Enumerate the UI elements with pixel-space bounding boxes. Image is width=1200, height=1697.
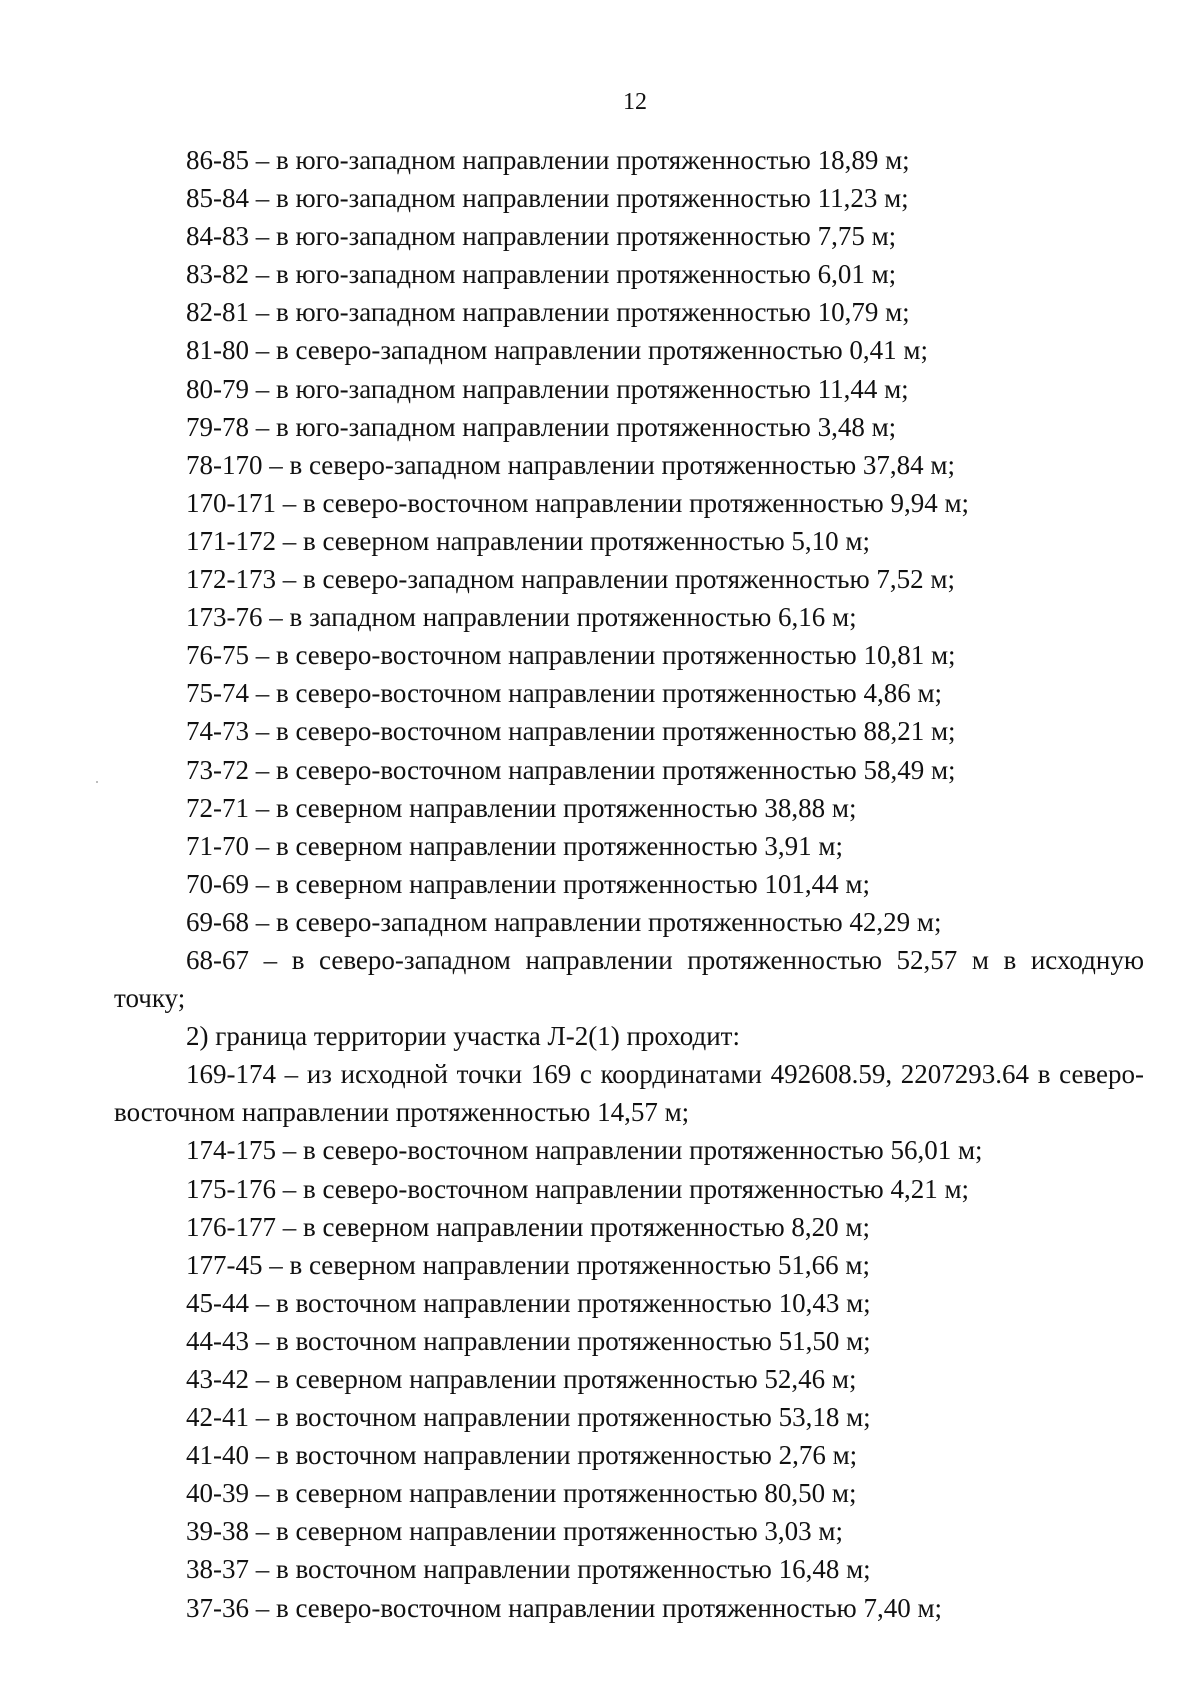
boundary-line: 41-40 – в восточном направлении протяженностью 2,76 м; xyxy=(186,1440,858,1471)
boundary-line: 172-173 – в северо-западном направлении протяженностью 7,52 м; xyxy=(186,564,955,595)
boundary-line: 43-42 – в северном направлении протяженностью 52,46 м; xyxy=(186,1364,857,1394)
boundary-line: 86-85 – в юго-западном направлении протяженностью 18,89 м; xyxy=(186,145,910,175)
boundary-line: 39-38 – в северном направлении протяженностью 3,03 м; xyxy=(186,1516,844,1547)
boundary-line: 69-68 – в северо-западном направлении протяженностью 42,29 м; xyxy=(186,906,942,937)
boundary-line: 177-45 – в северном направлении протяженностью 51,66 м; xyxy=(186,1249,871,1280)
boundary-line: 42-41 – в восточном направлении протяженностью 53,18 м; xyxy=(186,1402,871,1433)
boundary-line: 171-172 – в северном направлении протяженностью 5,10 м; xyxy=(186,525,871,556)
boundary-line: 37-36 – в северо-восточном направлении протяженностью 7,40 м; xyxy=(186,1592,943,1623)
boundary-line: 85-84 – в юго-западном направлении протяженностью 11,23 м; xyxy=(186,183,909,214)
document-body xyxy=(114,141,1144,1627)
boundary-line: 38-37 – в восточном направлении протяженностью 16,48 м; xyxy=(186,1554,871,1585)
boundary-line: 71-70 – в северном направлении протяженностью 3,91 м; xyxy=(186,830,844,861)
boundary-line: 72-71 – в северном направлении протяженностью 38,88 м; xyxy=(186,792,857,823)
boundary-line-start: 169-174 – из исходной точки 169 с координатами 492608.59, 2207293.64 в северо-восточном направлении протяженностью 14,57 м; xyxy=(114,1059,1144,1128)
boundary-line: 173-76 – в западном направлении протяженностью 6,16 м; xyxy=(186,602,857,633)
boundary-line: 75-74 – в северо-восточном направлении протяженностью 4,86 м; xyxy=(186,678,943,709)
boundary-line: 170-171 – в северо-восточном направлении протяженностью 9,94 м; xyxy=(186,487,970,518)
boundary-line: 76-75 – в северо-восточном направлении протяженностью 10,81 м; xyxy=(186,640,956,671)
boundary-line: 80-79 – в юго-западном направлении протяженностью 11,44 м; xyxy=(186,373,909,404)
boundary-line: 174-175 – в северо-восточном направлении протяженностью 56,01 м; xyxy=(186,1135,983,1166)
scan-speck xyxy=(96,781,98,783)
boundary-line: 82-81 – в юго-западном направлении протяженностью 10,79 м; xyxy=(186,297,910,328)
boundary-line: 175-176 – в северо-восточном направлении протяженностью 4,21 м; xyxy=(186,1173,970,1204)
boundary-line: 40-39 – в северном направлении протяженностью 80,50 м; xyxy=(186,1478,857,1509)
boundary-line: 84-83 – в юго-западном направлении протяженностью 7,75 м; xyxy=(186,221,897,252)
boundary-line: 176-177 – в северном направлении протяженностью 8,20 м; xyxy=(186,1211,871,1242)
boundary-line: 74-73 – в северо-восточном направлении протяженностью 88,21 м; xyxy=(186,716,956,747)
boundary-line: 44-43 – в восточном направлении протяженностью 51,50 м; xyxy=(186,1325,871,1356)
section-heading: 2) граница территории участка Л-2(1) проходит: xyxy=(186,1021,740,1052)
boundary-line: 70-69 – в северном направлении протяженностью 101,44 м; xyxy=(186,868,871,899)
boundary-line: 73-72 – в северо-восточном направлении протяженностью 58,49 м; xyxy=(186,754,956,785)
boundary-line: 83-82 – в юго-западном направлении протяженностью 6,01 м; xyxy=(186,259,897,290)
boundary-line: 45-44 – в восточном направлении протяженностью 10,43 м; xyxy=(186,1287,871,1318)
boundary-line: 79-78 – в юго-западном направлении протяженностью 3,48 м; xyxy=(186,411,897,442)
page-number: 12 xyxy=(623,89,647,115)
boundary-line: 81-80 – в северо-западном направлении протяженностью 0,41 м; xyxy=(186,335,928,366)
boundary-line: 78-170 – в северо-западном направлении протяженностью 37,84 м; xyxy=(186,449,955,480)
boundary-line-final: 68-67 – в северо-западном направлении протяженностью 52,57 м в исходную точку; xyxy=(114,944,1144,1014)
